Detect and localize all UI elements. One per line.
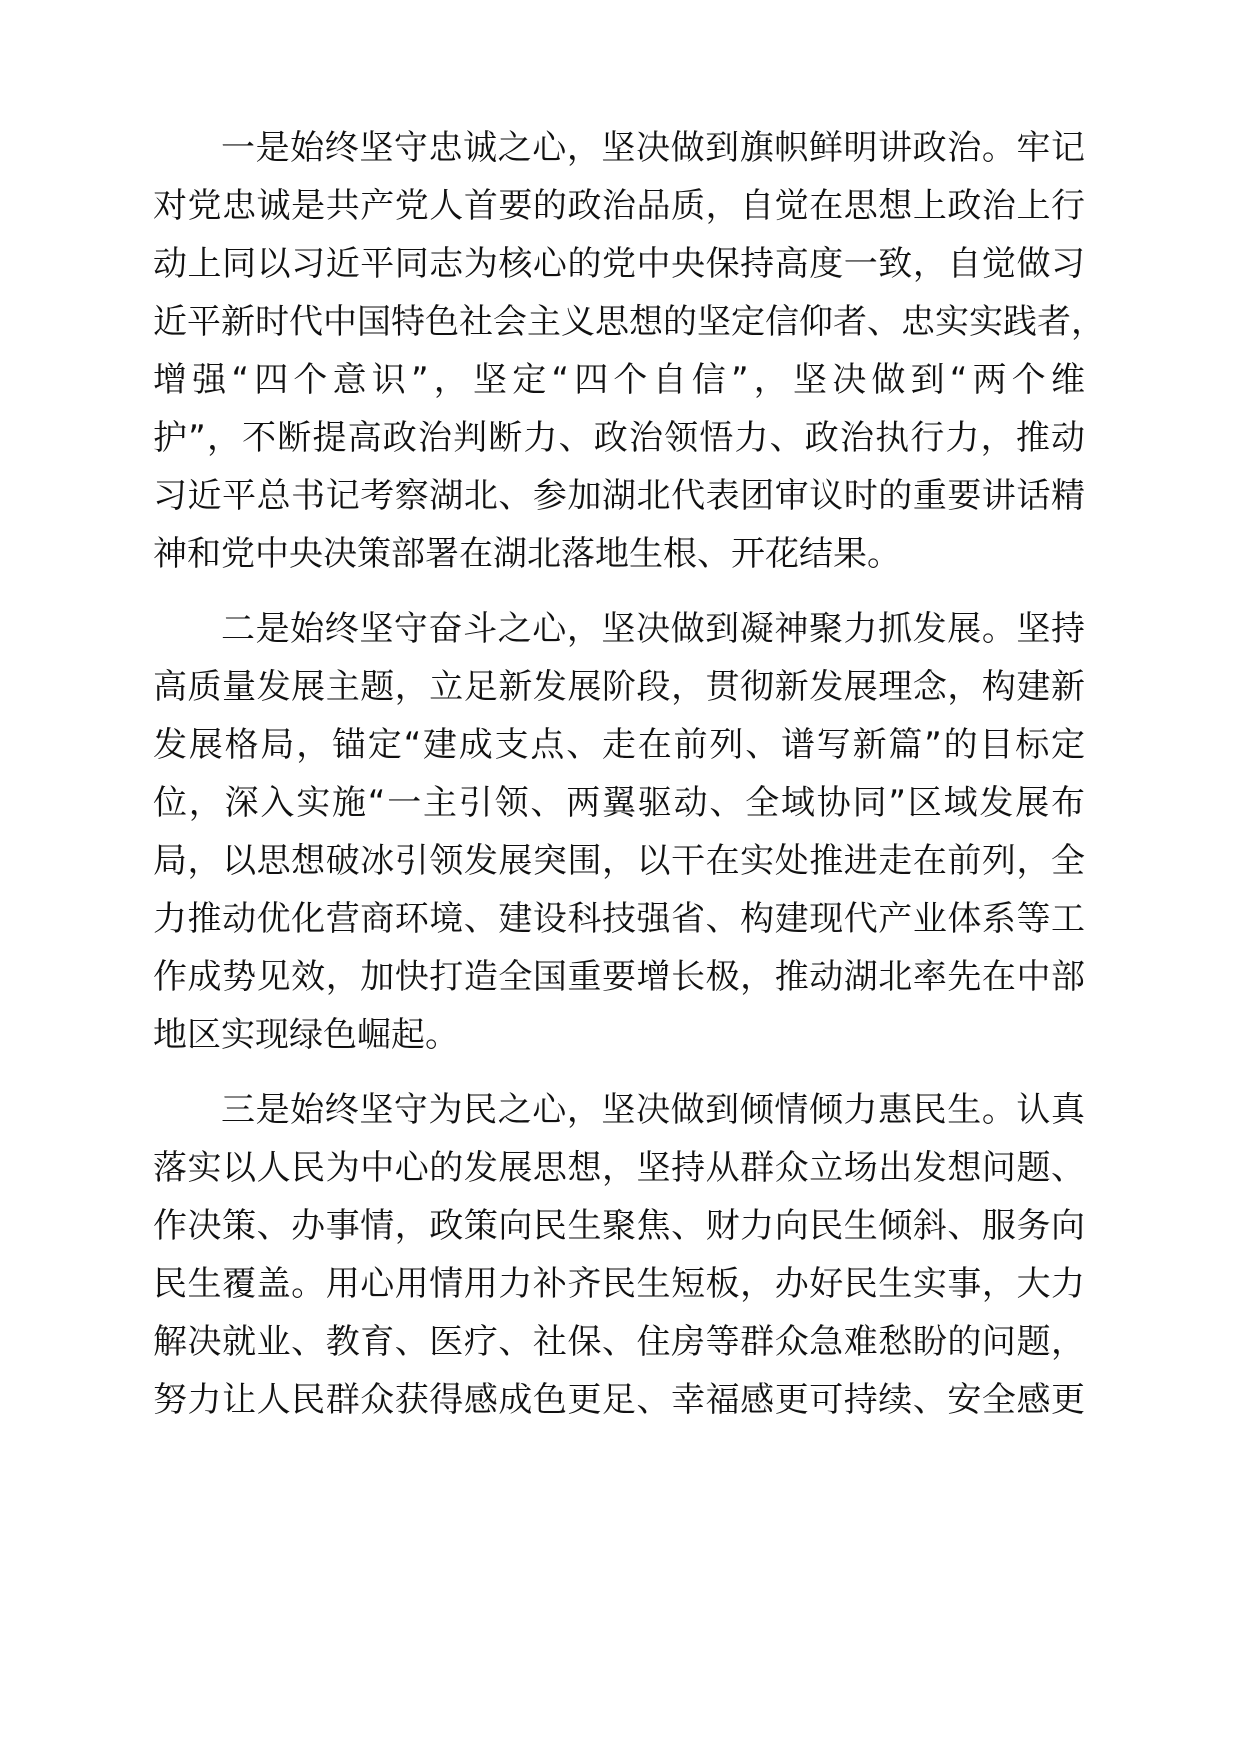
text-line: 动上同以习近平同志为核心的党中央保持高度一致，自觉做习 xyxy=(153,244,1085,284)
text-line: 一是始终坚守忠诚之心，坚决做到旗帜鲜明讲政治。牢记 xyxy=(221,128,1085,168)
text-line: 落实以人民为中心的发展思想，坚持从群众立场出发想问题、 xyxy=(153,1148,1085,1188)
text-line: 护”，不断提高政治判断力、政治领悟力、政治执行力，推动 xyxy=(153,418,1085,458)
text-line: 增强“四个意识”，坚定“四个自信”，坚决做到“两个维 xyxy=(153,360,1085,400)
text-line: 神和党中央决策部署在湖北落地生根、开花结果。 xyxy=(153,534,901,574)
text-line: 力推动优化营商环境、建设科技强省、构建现代产业体系等工 xyxy=(153,899,1085,939)
text-line: 努力让人民群众获得感成色更足、幸福感更可持续、安全感更 xyxy=(153,1380,1085,1420)
text-line: 近平新时代中国特色社会主义思想的坚定信仰者、忠实实践者， xyxy=(153,302,1105,342)
text-line: 位，深入实施“一主引领、两翼驱动、全域协同”区域发展布 xyxy=(153,783,1085,823)
text-line: 高质量发展主题，立足新发展阶段，贯彻新发展理念，构建新 xyxy=(153,667,1085,707)
text-line: 解决就业、教育、医疗、社保、住房等群众急难愁盼的问题， xyxy=(153,1322,1085,1362)
text-line: 作成势见效，加快打造全国重要增长极，推动湖北率先在中部 xyxy=(153,957,1085,997)
text-line: 三是始终坚守为民之心，坚决做到倾情倾力惠民生。认真 xyxy=(221,1090,1085,1130)
text-line: 发展格局，锚定“建成支点、走在前列、谱写新篇”的目标定 xyxy=(153,725,1085,765)
text-line: 局，以思想破冰引领发展突围，以干在实处推进走在前列，全 xyxy=(153,841,1085,881)
text-line: 民生覆盖。用心用情用力补齐民生短板，办好民生实事，大力 xyxy=(153,1264,1085,1304)
text-line: 对党忠诚是共产党人首要的政治品质，自觉在思想上政治上行 xyxy=(153,186,1085,226)
text-line: 习近平总书记考察湖北、参加湖北代表团审议时的重要讲话精 xyxy=(153,476,1085,516)
text-line: 二是始终坚守奋斗之心，坚决做到凝神聚力抓发展。坚持 xyxy=(221,609,1085,649)
text-line: 地区实现绿色崛起。 xyxy=(153,1015,459,1055)
text-line: 作决策、办事情，政策向民生聚焦、财力向民生倾斜、服务向 xyxy=(153,1206,1085,1246)
